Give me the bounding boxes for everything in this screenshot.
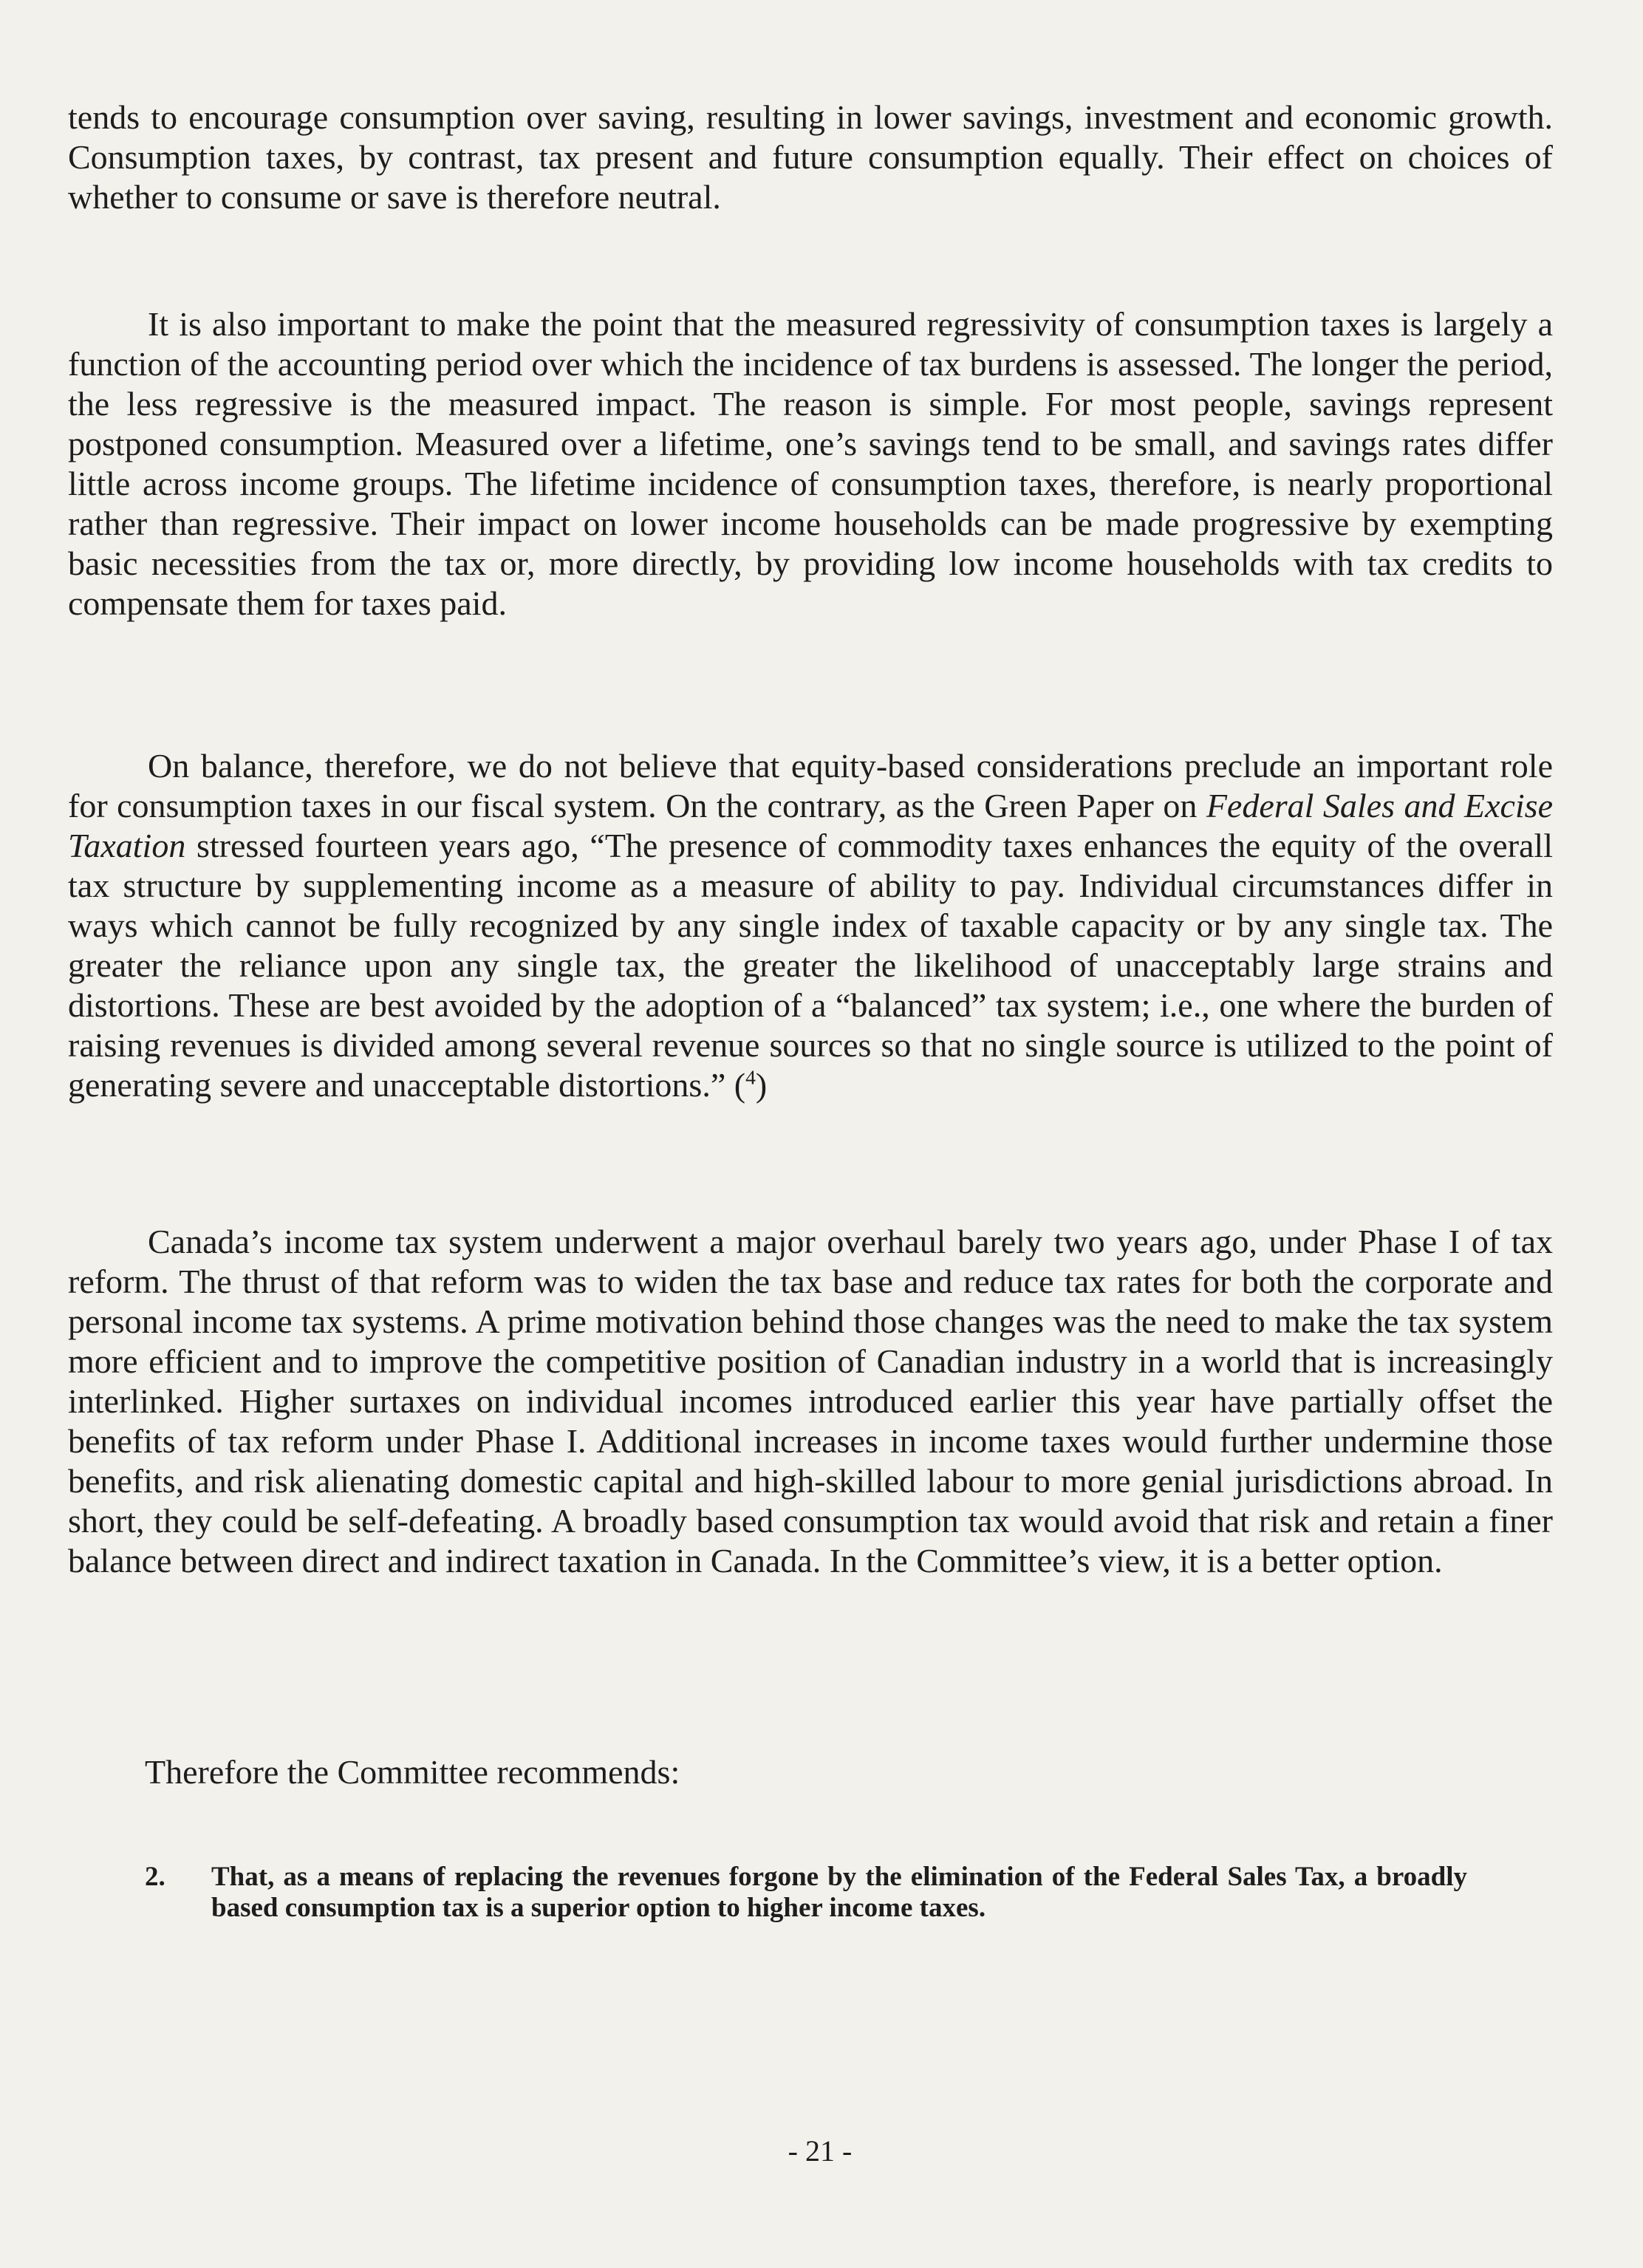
paragraph-text-quote: stressed fourteen years ago, “The presence of commodity taxes enhances the equity of the overall tax structure by supplementing income as a measure of ability to pay. Individual circumstances differ in ways which cannot be fully recognized by any single index of taxable capacity or by any single tax. The greater the reliance upon any single tax, the greater the likelihood of unacceptably large strains and distortions. These are best avoided by the adoption of a “balanced” tax system; i.e., one where the burden of raising revenues is divided among several revenue sources so that no single source is utilized to the point of generating severe and unacceptable distortions.” (	[68, 827, 1553, 1104]
paragraph-regressivity: It is also important to make the point that the measured regressivity of consumption taxes is largely a function of the accounting period over which the incidence of tax burdens is assessed. The longer the period, the less regressive is the measured impact. The reason is simple. For most people, savings represent postponed consumption. Measured over a lifetime, one’s savings tend to be small, and savings rates differ little across income groups. The lifetime incidence of consumption taxes, therefore, is nearly proportional rather than regressive. Their impact on lower income households can be made progressive by exempting basic necessities from the tax or, more directly, by providing low income households with tax credits to compensate them for taxes paid.	[68, 305, 1553, 622]
recommendation-number: 2.	[145, 1862, 165, 1892]
green-paper-title: Federal Sales and Excise Taxation	[68, 787, 1553, 864]
recommendation-text: That, as a means of replacing the revenues forgone by the elimination of the Federal Sales Tax, a broadly based consumption tax is a superior option to higher income taxes.	[211, 1862, 1467, 1923]
footnote-close: )	[755, 1066, 768, 1104]
footnote-marker: 4	[745, 1065, 756, 1089]
paragraph-green-paper-quote	[68, 746, 1553, 1105]
paragraph-income-tax-reform: Canada’s income tax system underwent a major overhaul barely two years ago, under Phase I of tax reform. The thrust of that reform was to widen the tax base and reduce tax rates for both the corporate and personal income tax systems. A prime motivation behind those changes was the need to make the tax system more efficient and to improve the competitive position of Canadian industry in a world that is increasingly interlinked. Higher surtaxes on individual incomes introduced earlier this year have partially offset the benefits of tax reform under Phase I. Additional increases in income taxes would further undermine those benefits, and risk alienating domestic capital and high-skilled labour to more genial jurisdictions abroad. In short, they could be self-defeating. A broadly based consumption tax would avoid that risk and retain a finer balance between direct and indirect taxation in Canada. In the Committee’s view, it is a better option.	[68, 1223, 1553, 1579]
paragraph-text-start: On balance, therefore, we do not believe that equity-based considerations preclude an important role for consumption taxes in our fiscal system. On the contrary, as the Green Paper on	[68, 747, 1553, 824]
page-number: - 21 -	[788, 2134, 853, 2168]
paragraph-consumption-neutrality: tends to encourage consumption over saving, resulting in lower savings, investment and economic growth. Consumption taxes, by contrast, tax present and future consumption equally. Their effect on choices of whether to consume or save is therefore neutral.	[68, 98, 1553, 216]
recommendation-lead: Therefore the Committee recommends:	[145, 1753, 680, 1791]
